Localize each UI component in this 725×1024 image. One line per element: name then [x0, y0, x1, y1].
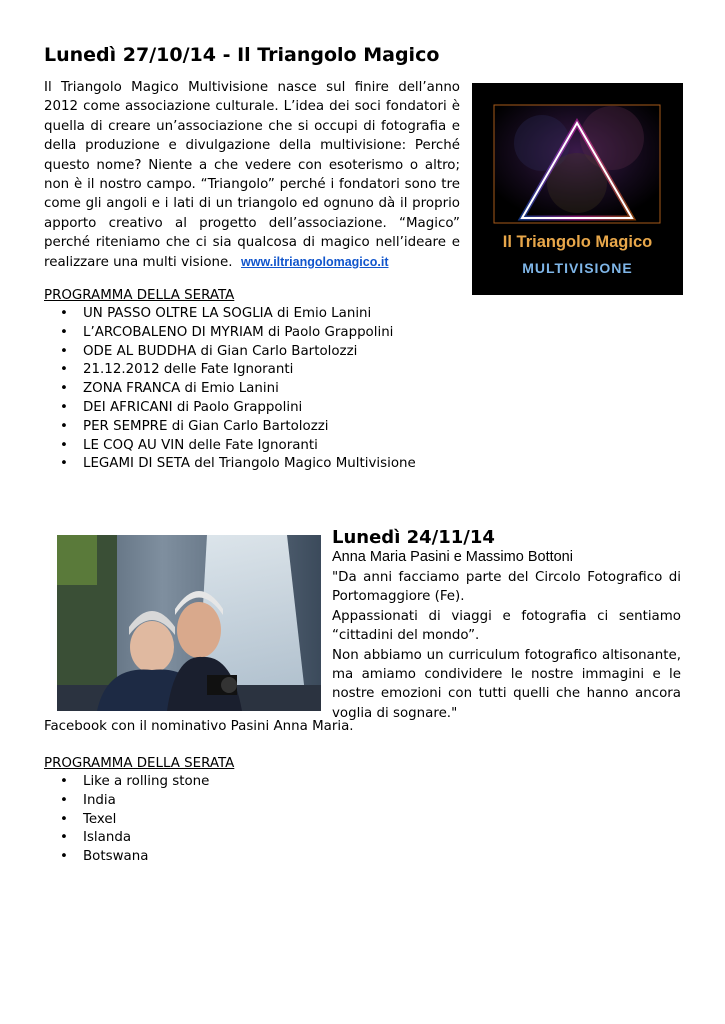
program-item: • DEI AFRICANI di Paolo Grappolini — [44, 399, 544, 418]
description-line: Portomaggiore (Fe). — [332, 589, 465, 605]
event1-last-line — [44, 253, 460, 272]
event2-program-list — [44, 773, 344, 867]
triangolo-magico-logo — [472, 83, 683, 295]
program-item: • UN PASSO OLTRE LA SOGLIA di Emio Lanini — [44, 305, 544, 324]
event2-title: Lunedì 24/11/14 — [332, 527, 495, 548]
description-line: Appassionati di viaggi e fotografia ci sentiamo — [332, 608, 681, 624]
program-item: • 21.12.2012 delle Fate Ignoranti — [44, 361, 544, 380]
description-line: questo nome? Niente a che vedere con esoterismo o altro; — [44, 157, 460, 173]
description-line: 2012 come associazione culturale. L’idea dei soci fondatori è — [44, 99, 460, 115]
description-line: come gli angoli e i lati di un triangolo ed ognuno dà il proprio — [44, 196, 460, 212]
description-line: perché riteniamo che ci sia qualcosa di magico nell’ideare e — [44, 235, 460, 251]
description-line: Non abbiamo un curriculum fotografico altisonante, — [332, 647, 681, 663]
event1-last-line-text: realizzare una multi visione. — [44, 254, 233, 270]
program-item: • LEGAMI DI SETA del Triangolo Magico Multivisione — [44, 455, 544, 474]
program-item: • PER SEMPRE di Gian Carlo Bartolozzi — [44, 418, 544, 437]
event1-description — [44, 78, 460, 272]
program-item: • Botswana — [44, 848, 344, 867]
program-item: • ODE AL BUDDHA di Gian Carlo Bartolozzi — [44, 343, 544, 362]
description-line: "Da anni facciamo parte del Circolo Fotografico di — [332, 570, 681, 585]
program-item: • L’ARCOBALENO DI MYRIAM di Paolo Grappolini — [44, 324, 544, 343]
description-line: apporto creativo al progetto dell’associazione. “Magico” — [44, 215, 460, 231]
event1-program-list — [44, 305, 544, 474]
program-item: • ZONA FRANCA di Emio Lanini — [44, 380, 544, 399]
photo-graphic — [57, 535, 321, 711]
description-line: Il Triangolo Magico Multivisione nasce sul finire dell’anno — [44, 80, 460, 95]
program-item: • Like a rolling stone — [44, 773, 344, 792]
couple-photo — [57, 535, 321, 711]
event2-program-heading: PROGRAMMA DELLA SERATA — [44, 756, 235, 771]
event2-description — [332, 568, 681, 723]
description-line: non è il nostro campo. “Triangolo” perché i fondatori sono tre — [44, 177, 460, 193]
description-line: ma amiamo condividere le nostre immagini e le — [332, 667, 681, 683]
event1-title: Lunedì 27/10/14 - Il Triangolo Magico — [44, 44, 440, 66]
description-line: “cittadini del mondo”. — [332, 628, 480, 644]
event2-facebook: Facebook con il nominativo Pasini Anna Maria. — [44, 719, 354, 734]
website-link[interactable]: www.iltriangolomagico.it — [241, 254, 389, 269]
program-item: • Islanda — [44, 829, 344, 848]
logo-line1: Il Triangolo Magico — [502, 233, 653, 251]
description-line: quella di creare un’associazione che si occupi di fotografia e — [44, 118, 460, 134]
event1-program-heading: PROGRAMMA DELLA SERATA — [44, 288, 235, 303]
program-item: • Texel — [44, 811, 344, 830]
program-item: • LE COQ AU VIN delle Fate Ignoranti — [44, 437, 544, 456]
description-line: della produzione e divulgazione della multivisione: Perché — [44, 138, 460, 154]
logo-line2: MULTIVISIONE — [522, 260, 633, 276]
program-item: • India — [44, 792, 344, 811]
description-line: nostre emozioni con tutti quelli che hanno ancora — [332, 686, 681, 702]
event2-subtitle: Anna Maria Pasini e Massimo Bottoni — [332, 549, 573, 565]
description-line: voglia di sognare." — [332, 705, 458, 721]
